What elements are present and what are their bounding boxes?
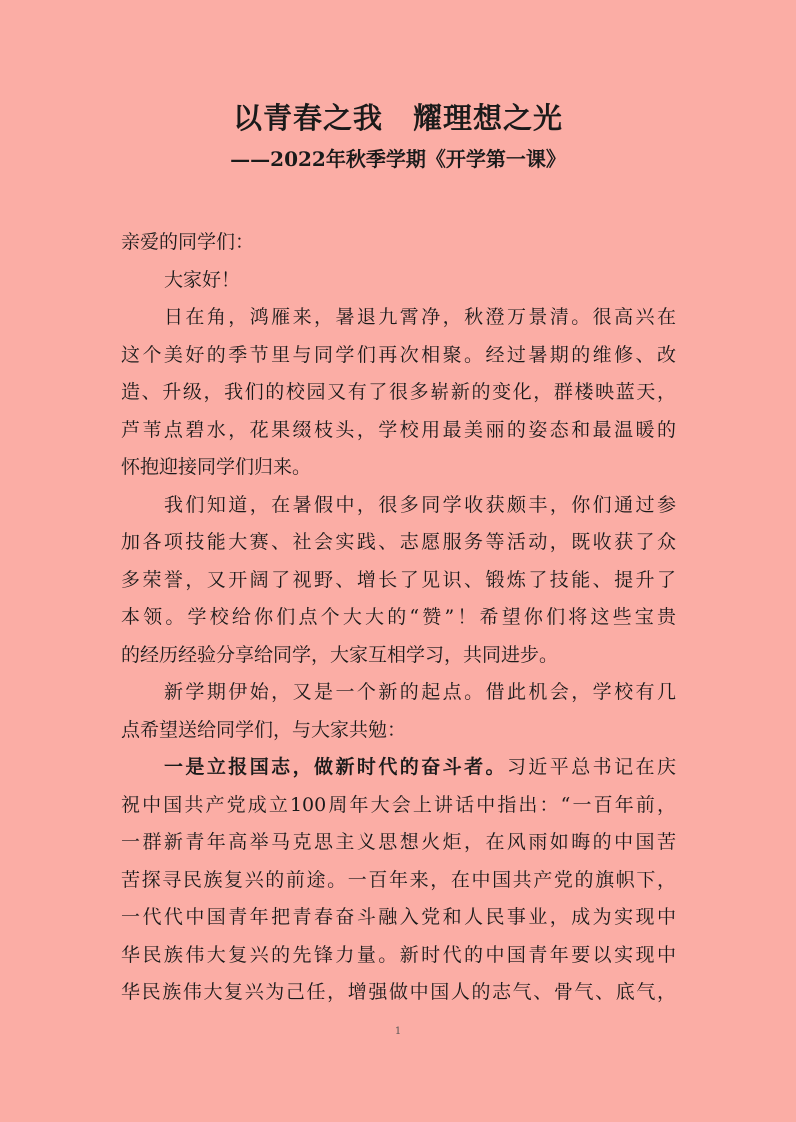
paragraph-line: 一代代中国青年把青春奋斗融入党和人民事业，成为实现中: [121, 906, 676, 928]
paragraph-line: 的经历经验分享给同学，大家互相学习，共同进步。: [121, 643, 559, 666]
paragraph-3: [121, 674, 676, 749]
paragraph-line: 新学期伊始，又是一个新的起点。借此机会，学校有几: [164, 681, 676, 703]
paragraph-line: 这个美好的季节里与同学们再次相聚。经过暑期的维修、改: [121, 343, 676, 366]
page-number: 1: [394, 1026, 402, 1037]
paragraph-line: 怀抱迎接同学们归来。: [121, 456, 312, 478]
page-title: 以青春之我 耀理想之光: [232, 101, 563, 135]
paragraph-line: [121, 749, 676, 787]
paragraph-4: [121, 749, 676, 1012]
paragraph-line: 本领。学校给你们点个大大的“赞”！希望你们将这些宝贵: [121, 606, 676, 628]
paragraph-line: 造、升级，我们的校园又有了很多崭新的变化，群楼映蓝天，: [121, 381, 676, 403]
paragraph-1: [121, 299, 676, 487]
paragraph-line: 华民族伟大复兴的先锋力量。新时代的中国青年要以实现中: [121, 943, 676, 966]
paragraph-line: 日在角，鸿雁来，暑退九霄净，秋澄万景清。很高兴在: [164, 306, 676, 328]
paragraph-line: 苦探寻民族复兴的前途。一百年来，在中国共产党的旗帜下，: [121, 868, 676, 891]
paragraph-line: 一群新青年高举马克思主义思想火炬，在风雨如晦的中国苦: [121, 831, 676, 853]
paragraph-line: 点希望送给同学们，与大家共勉：: [121, 718, 407, 741]
page-subtitle: ——2022年秋季学期《开学第一课》: [230, 147, 566, 171]
greeting: 大家好！: [164, 268, 241, 291]
salutation: 亲爱的同学们：: [121, 231, 255, 253]
paragraph-line: 我们知道，在暑假中，很多同学收获颇丰，你们通过参: [164, 493, 676, 516]
paragraph-line: 华民族伟大复兴为己任，增强做中国人的志气、骨气、底气，: [121, 981, 676, 1003]
bold-heading: 一是立报国志，做新时代的奋斗者。: [164, 756, 507, 778]
paragraph-line: 多荣誉，又开阔了视野、增长了见识、锻炼了技能、提升了: [121, 568, 676, 591]
paragraph-2: [121, 487, 676, 675]
paragraph-line: 加各项技能大赛、社会实践、志愿服务等活动，既收获了众: [121, 531, 676, 553]
paragraph-text: 习近平总书记在庆: [506, 756, 676, 778]
document-body: [121, 224, 676, 1012]
paragraph-line: 祝中国共产党成立100周年大会上讲话中指出：“一百年前，: [121, 793, 676, 816]
paragraph-line: 芦苇点碧水，花果缀枝头，学校用最美丽的姿态和最温暖的: [121, 418, 676, 441]
